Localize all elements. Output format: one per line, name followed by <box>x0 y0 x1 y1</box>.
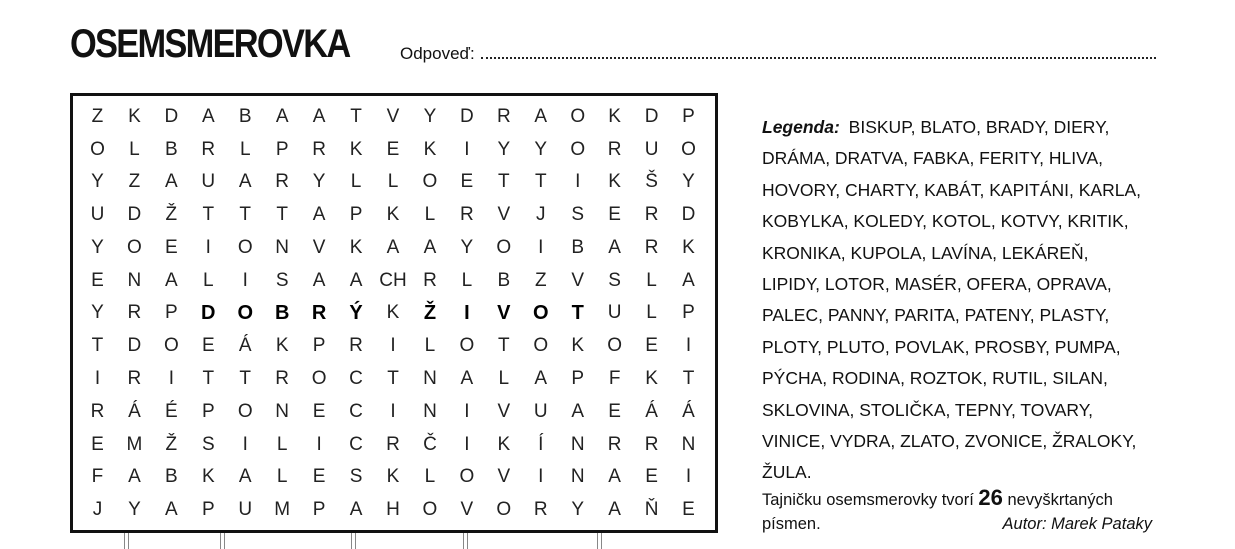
legend-line: DRÁMA, DRATVA, FABKA, FERITY, HLIVA, <box>762 148 1104 169</box>
grid-cell[interactable]: L <box>239 138 251 160</box>
legend-line: VINICE, VYDRA, ZLATO, ZVONICE, ŽRALOKY, <box>762 431 1137 452</box>
footer-text: nevyškrtaných <box>1007 491 1113 509</box>
grid-cell[interactable]: V <box>312 236 326 258</box>
grid-cell[interactable]: O <box>237 301 253 324</box>
grid-cell[interactable]: K <box>128 105 141 127</box>
answer-line <box>400 44 1160 66</box>
letter-grid <box>70 93 718 533</box>
grid-cell[interactable]: C <box>349 400 363 422</box>
grid-cell[interactable]: A <box>165 269 178 291</box>
grid-cell[interactable]: I <box>168 368 174 390</box>
grid-cell[interactable]: U <box>607 302 622 324</box>
grid-cell[interactable]: Ý <box>349 301 363 324</box>
grid-cell[interactable]: Y <box>497 138 511 160</box>
grid-cell[interactable]: N <box>275 236 290 258</box>
grid-cell[interactable]: A <box>386 236 400 258</box>
grid-cell[interactable]: Ž <box>165 433 178 455</box>
grid-cell[interactable]: O <box>459 466 475 488</box>
grid-cell[interactable]: T <box>498 171 510 193</box>
grid-cell[interactable]: A <box>608 236 621 258</box>
grid-cell[interactable]: T <box>239 204 252 226</box>
grid-cell[interactable]: L <box>387 171 399 193</box>
grid-cell[interactable]: D <box>164 105 179 127</box>
fold-mark <box>351 533 356 549</box>
grid-cell[interactable]: E <box>91 269 104 291</box>
grid-cell[interactable]: U <box>533 400 548 422</box>
grid-cell[interactable]: V <box>386 105 400 127</box>
grid-cell[interactable]: Á <box>682 400 695 422</box>
legend <box>762 112 1172 489</box>
grid-cell[interactable]: E <box>608 204 621 226</box>
grid-cell[interactable]: L <box>424 204 436 226</box>
legend-line: SKLOVINA, STOLIČKA, TEPNY, TOVARY, <box>762 399 1094 420</box>
grid-cell[interactable]: O <box>163 335 179 357</box>
grid-cell[interactable]: P <box>571 368 585 390</box>
grid-cell[interactable]: O <box>311 368 327 390</box>
grid-cell[interactable]: N <box>681 433 696 455</box>
grid-cell[interactable]: A <box>165 499 178 521</box>
footer-line-2 <box>762 512 1152 536</box>
grid-cell[interactable]: I <box>685 335 692 357</box>
grid-cell[interactable]: A <box>608 499 621 521</box>
grid-cell[interactable]: A <box>312 105 326 127</box>
grid-cell[interactable]: D <box>681 204 696 226</box>
grid-cell[interactable]: Č <box>423 433 437 455</box>
grid-cell[interactable]: K <box>275 335 289 357</box>
grid-cell[interactable]: O <box>459 335 475 357</box>
grid-cell[interactable]: M <box>126 433 143 455</box>
grid-cell[interactable]: R <box>127 302 142 324</box>
grid-cell[interactable]: Š <box>645 171 658 193</box>
grid-cell[interactable]: B <box>497 269 511 291</box>
grid-cell[interactable]: U <box>238 499 253 521</box>
grid-cell[interactable]: Y <box>534 138 548 160</box>
grid-cell[interactable]: S <box>349 466 363 488</box>
grid-cell[interactable]: P <box>682 302 695 324</box>
grid-cell[interactable]: V <box>460 499 474 521</box>
grid-cell[interactable]: R <box>644 433 659 455</box>
grid-cell[interactable]: H <box>386 499 400 521</box>
grid-cell[interactable]: A <box>238 171 252 193</box>
grid-cell[interactable]: T <box>534 171 547 193</box>
grid-cell[interactable]: Y <box>91 171 104 193</box>
grid-cell[interactable]: A <box>534 368 548 390</box>
grid-cell[interactable]: P <box>312 499 326 521</box>
grid-cell[interactable]: J <box>92 499 103 521</box>
grid-cell[interactable]: L <box>424 335 436 357</box>
fold-mark <box>463 533 468 549</box>
grid-cell[interactable]: E <box>91 433 104 455</box>
grid-cell[interactable]: L <box>498 368 510 390</box>
grid-cell[interactable]: O <box>533 335 549 357</box>
grid-cell[interactable]: Y <box>91 302 104 324</box>
grid-cell[interactable]: U <box>90 204 105 226</box>
grid-cell[interactable]: O <box>496 236 512 258</box>
grid-cell[interactable]: E <box>386 138 400 160</box>
grid-cell[interactable]: R <box>460 204 474 226</box>
grid-cell[interactable]: I <box>538 466 544 488</box>
grid-fold-marks <box>70 533 718 549</box>
grid-cell[interactable]: L <box>461 269 473 291</box>
grid-cell[interactable]: A <box>349 499 363 521</box>
grid-cell[interactable]: A <box>423 236 437 258</box>
grid-cell[interactable]: T <box>498 335 510 357</box>
grid-cell[interactable]: L <box>350 171 362 193</box>
grid-cell[interactable]: K <box>386 204 400 226</box>
grid-cell[interactable]: K <box>349 236 363 258</box>
grid-cell[interactable]: N <box>423 400 437 422</box>
grid-cell[interactable]: R <box>90 400 105 422</box>
grid-cell[interactable]: S <box>275 269 289 291</box>
grid-cell[interactable]: K <box>423 138 437 160</box>
grid-cell[interactable]: Í <box>538 433 544 455</box>
grid-cell[interactable]: N <box>423 368 437 390</box>
grid-cell[interactable]: R <box>423 269 437 291</box>
grid-cell[interactable]: I <box>685 466 692 488</box>
grid-cell[interactable]: E <box>645 466 658 488</box>
grid-cell[interactable]: O <box>570 138 586 160</box>
grid-cell[interactable]: Ž <box>423 301 437 324</box>
grid-cell[interactable]: A <box>312 269 326 291</box>
grid-cell[interactable]: B <box>571 236 585 258</box>
grid-cell[interactable]: O <box>570 105 586 127</box>
grid-cell[interactable]: A <box>534 105 548 127</box>
grid-cell[interactable]: S <box>201 433 215 455</box>
grid-cell[interactable]: F <box>608 368 621 390</box>
grid-cell[interactable]: Á <box>128 400 141 422</box>
grid-cell[interactable]: A <box>165 171 178 193</box>
legend-label: Legenda: <box>762 117 840 137</box>
grid-cell[interactable]: L <box>129 138 140 160</box>
grid-cell[interactable]: T <box>202 204 215 226</box>
grid-cell[interactable]: L <box>276 433 288 455</box>
footer-note <box>762 486 1172 536</box>
grid-cell[interactable]: B <box>274 301 290 324</box>
grid-cell[interactable]: O <box>237 400 253 422</box>
grid-cell[interactable]: Y <box>312 171 326 193</box>
grid-cell[interactable]: P <box>349 204 363 226</box>
grid-cell[interactable]: Z <box>91 105 104 127</box>
grid-cell[interactable]: P <box>165 302 178 324</box>
grid-cell[interactable]: A <box>460 368 474 390</box>
grid-cell[interactable]: K <box>682 236 695 258</box>
grid-cell[interactable]: U <box>644 138 659 160</box>
grid-cell[interactable]: R <box>644 204 659 226</box>
fold-mark <box>597 533 602 549</box>
grid-cell[interactable]: L <box>202 269 214 291</box>
author: Autor: Marek Pataky <box>1002 515 1152 533</box>
grid-cell[interactable]: A <box>608 466 621 488</box>
grid-cell[interactable]: L <box>646 302 657 324</box>
grid-cell[interactable]: R <box>386 433 400 455</box>
grid-cell[interactable]: K <box>386 302 400 324</box>
footer-text: Tajničku osemsmerovky tvorí <box>762 491 974 509</box>
grid-cell[interactable]: R <box>201 138 216 160</box>
grid-cell[interactable]: O <box>90 138 105 160</box>
grid-cell[interactable]: V <box>497 400 511 422</box>
grid-cell[interactable]: D <box>127 335 142 357</box>
grid-cell[interactable]: K <box>608 171 621 193</box>
grid-cell[interactable]: E <box>165 236 178 258</box>
grid-cell[interactable]: Y <box>682 171 695 193</box>
remaining-count: 26 <box>978 485 1003 510</box>
grid-cell[interactable]: P <box>275 138 289 160</box>
grid-cell[interactable]: K <box>349 138 363 160</box>
grid-cell[interactable]: C <box>349 368 363 390</box>
grid-cell[interactable]: I <box>205 236 211 258</box>
grid-cell[interactable]: A <box>128 466 141 488</box>
grid-cell[interactable]: I <box>242 269 248 291</box>
grid-cell[interactable]: R <box>311 301 327 324</box>
grid-cell[interactable]: I <box>316 433 322 455</box>
grid-cell[interactable]: O <box>496 499 512 521</box>
grid-cell[interactable]: T <box>91 335 104 357</box>
grid-cell[interactable]: Ň <box>644 499 659 521</box>
grid-cell[interactable]: P <box>201 400 215 422</box>
grid-cell[interactable]: I <box>390 335 396 357</box>
answer-label: Odpoveď: <box>400 44 475 63</box>
grid-cell[interactable]: O <box>422 499 438 521</box>
footer-line-1 <box>762 486 1172 512</box>
grid-cell[interactable]: L <box>276 466 288 488</box>
grid-cell[interactable]: E <box>312 466 326 488</box>
grid-cell[interactable]: D <box>127 204 142 226</box>
grid-cell[interactable]: B <box>238 105 252 127</box>
grid-cell[interactable]: O <box>532 301 549 324</box>
fold-mark <box>124 533 129 549</box>
grid-cell[interactable]: I <box>94 368 101 390</box>
grid-cell[interactable]: CH <box>379 269 407 291</box>
grid-cell[interactable]: N <box>570 466 585 488</box>
grid-cell[interactable]: I <box>242 433 248 455</box>
grid-cell[interactable]: A <box>238 466 252 488</box>
fold-mark <box>220 533 225 549</box>
grid-cell[interactable]: B <box>165 466 178 488</box>
grid-cell[interactable]: N <box>275 400 290 422</box>
grid-cell[interactable]: T <box>682 368 695 390</box>
grid-cell[interactable]: P <box>312 335 326 357</box>
grid-cell[interactable]: Z <box>534 269 547 291</box>
grid-cell[interactable]: C <box>349 433 363 455</box>
grid-cell[interactable]: O <box>607 335 623 357</box>
grid-cell[interactable]: D <box>201 301 216 324</box>
grid-cell[interactable]: A <box>682 269 695 291</box>
grid-cell[interactable]: A <box>312 204 326 226</box>
grid-cell[interactable]: Y <box>128 499 141 521</box>
grid-cell[interactable]: D <box>460 105 474 127</box>
grid-cell[interactable]: A <box>571 400 585 422</box>
grid-cell[interactable]: M <box>274 499 291 521</box>
grid-cell[interactable]: R <box>644 236 659 258</box>
grid-cell[interactable]: I <box>390 400 396 422</box>
answer-input[interactable] <box>481 45 1156 59</box>
grid-cell[interactable]: K <box>386 466 400 488</box>
legend-line: KOBYLKA, KOLEDY, KOTOL, KOTVY, KRITIK, <box>762 211 1129 232</box>
grid-cell[interactable]: N <box>127 269 142 291</box>
grid-cell[interactable]: R <box>349 335 363 357</box>
grid-cell[interactable]: O <box>681 138 696 160</box>
grid-cell[interactable]: S <box>571 204 585 226</box>
grid-cell[interactable]: E <box>201 335 215 357</box>
grid-cell[interactable]: E <box>608 400 621 422</box>
grid-cell[interactable]: Y <box>91 236 104 258</box>
grid-cell[interactable]: T <box>571 301 584 324</box>
grid-cell[interactable]: E <box>460 171 474 193</box>
grid-cell[interactable]: T <box>387 368 399 390</box>
grid-cell[interactable]: É <box>165 400 178 422</box>
footer-text: písmen. <box>762 515 821 533</box>
legend-line: PLOTY, PLUTO, POVLAK, PROSBY, PUMPA, <box>762 336 1121 357</box>
legend-line: PALEC, PANNY, PARITA, PATENY, PLASTY, <box>762 305 1110 326</box>
grid-cell[interactable]: T <box>350 105 362 127</box>
grid-cell[interactable]: T <box>276 204 288 226</box>
grid-cell[interactable]: U <box>201 171 216 193</box>
grid-cell[interactable]: I <box>575 171 581 193</box>
grid-cell[interactable]: R <box>607 138 622 160</box>
legend-line: LIPIDY, LOTOR, MASÉR, OFERA, OPRAVA, <box>762 274 1112 295</box>
grid-cell[interactable]: E <box>312 400 326 422</box>
grid-cell[interactable]: L <box>646 269 657 291</box>
grid-cell[interactable]: K <box>608 105 621 127</box>
grid-cell[interactable]: J <box>536 204 546 226</box>
grid-cell[interactable]: K <box>571 335 585 357</box>
legend-line: PÝCHA, RODINA, ROZTOK, RUTIL, SILAN, <box>762 368 1108 389</box>
grid-cell[interactable]: E <box>645 335 658 357</box>
legend-line: BISKUP, BLATO, BRADY, DIERY, <box>848 117 1110 137</box>
grid-cell[interactable]: Á <box>238 335 252 357</box>
legend-line: ŽULA. <box>762 462 812 483</box>
grid-cell[interactable]: R <box>496 105 511 127</box>
grid-cell[interactable]: R <box>312 138 326 160</box>
grid-cell[interactable]: I <box>464 433 470 455</box>
grid-cell[interactable]: P <box>201 499 215 521</box>
grid-cell[interactable]: Ž <box>165 204 178 226</box>
grid-cell[interactable]: I <box>538 236 544 258</box>
grid-cell[interactable]: V <box>497 301 511 324</box>
grid-cell[interactable]: R <box>275 171 290 193</box>
grid-cell[interactable]: E <box>682 499 695 521</box>
grid-cell[interactable]: A <box>201 105 215 127</box>
grid-cell[interactable]: R <box>607 433 622 455</box>
legend-line: HOVORY, CHARTY, KABÁT, KAPITÁNI, KARLA, <box>762 179 1141 200</box>
grid-cell[interactable]: R <box>275 368 290 390</box>
grid-cell[interactable]: R <box>533 499 548 521</box>
grid-cell[interactable]: I <box>464 400 470 422</box>
grid-cell[interactable]: R <box>127 368 142 390</box>
grid-cell[interactable]: Z <box>128 171 141 193</box>
grid-cell[interactable]: P <box>682 105 695 127</box>
grid-cell[interactable]: O <box>422 171 438 193</box>
legend-line: KRONIKA, KUPOLA, LAVÍNA, LEKÁREŇ, <box>762 242 1089 263</box>
grid-cell[interactable]: F <box>91 466 104 488</box>
page-title: OSEMSMEROVKA <box>70 22 350 66</box>
grid-cell[interactable]: N <box>570 433 585 455</box>
grid-cell[interactable]: I <box>464 138 470 160</box>
grid-cell[interactable]: K <box>645 368 658 390</box>
grid-cell[interactable]: T <box>202 368 215 390</box>
grid-cell[interactable]: Y <box>460 236 474 258</box>
grid-cell[interactable]: K <box>497 433 511 455</box>
grid-cell[interactable]: Y <box>423 105 437 127</box>
grid-cell[interactable]: A <box>275 105 289 127</box>
grid-cell[interactable]: T <box>239 368 252 390</box>
grid-cell[interactable]: V <box>571 269 585 291</box>
grid-cell[interactable]: V <box>497 466 511 488</box>
grid-cell[interactable]: L <box>424 466 436 488</box>
grid-cell[interactable]: B <box>165 138 178 160</box>
grid-cell[interactable]: O <box>127 236 142 258</box>
grid-cell[interactable]: Á <box>645 400 658 422</box>
grid-cell[interactable]: V <box>497 204 511 226</box>
grid-cell[interactable]: A <box>349 269 363 291</box>
grid-cell[interactable]: I <box>464 301 470 324</box>
grid-cell[interactable]: D <box>644 105 659 127</box>
grid-cell[interactable]: K <box>201 466 215 488</box>
grid-cell[interactable]: O <box>237 236 253 258</box>
grid-cell[interactable]: Y <box>571 499 585 521</box>
grid-cell[interactable]: S <box>608 269 621 291</box>
